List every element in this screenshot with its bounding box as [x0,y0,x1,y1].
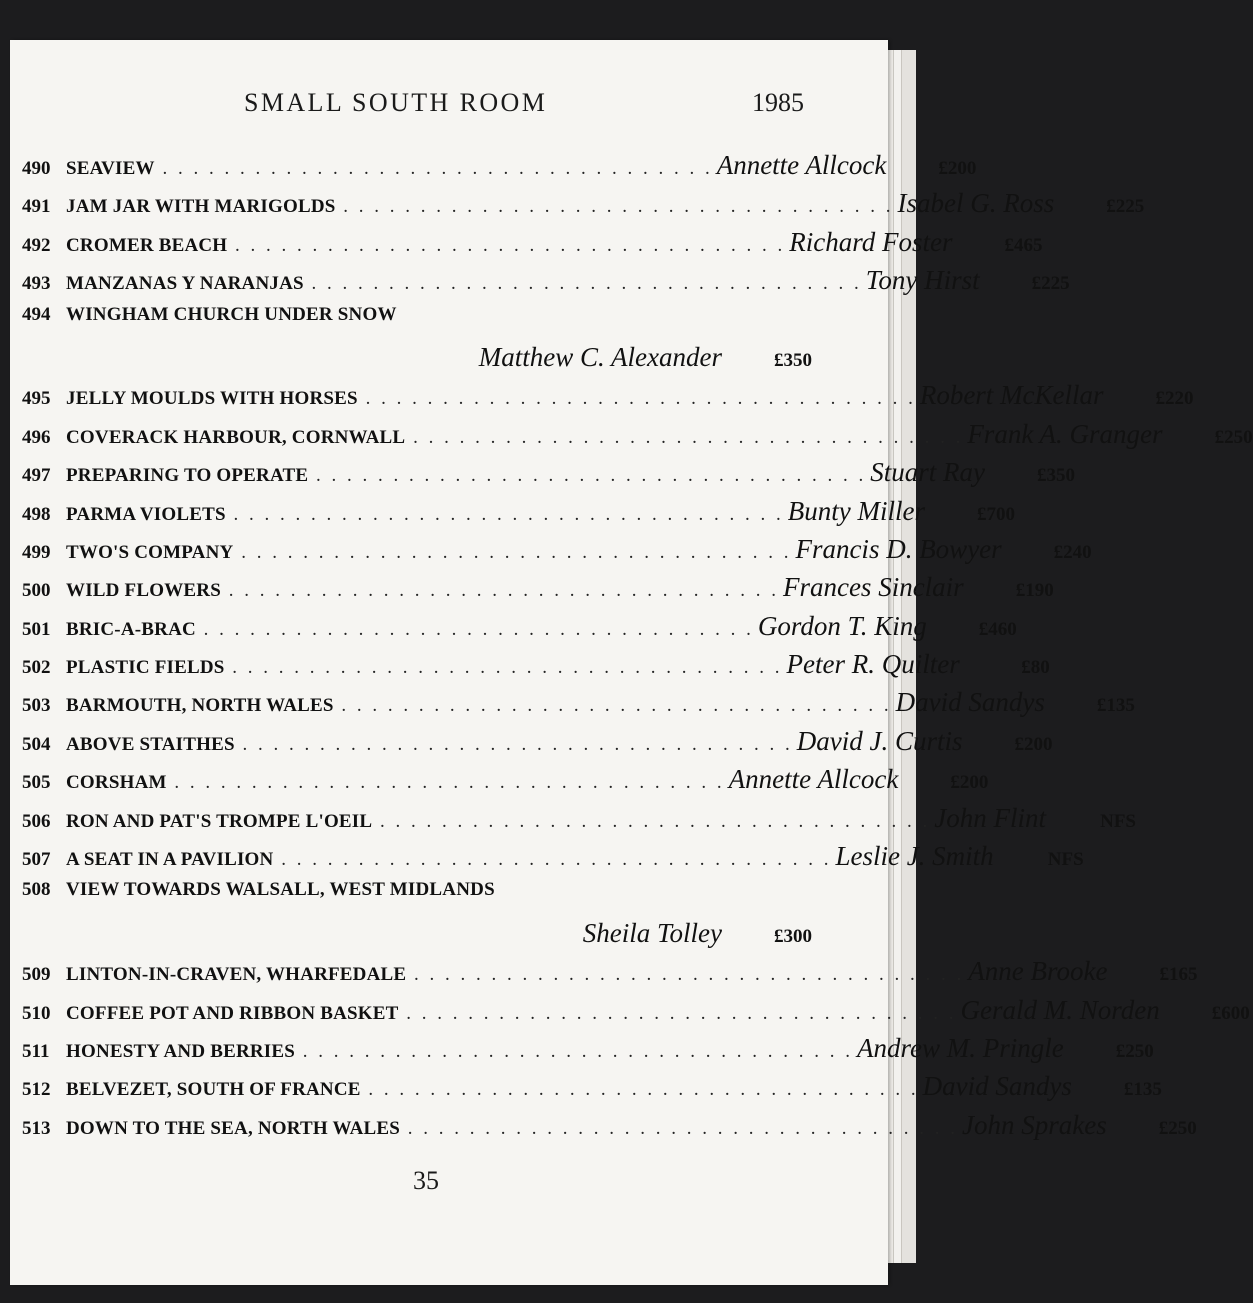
entry-number: 497 [22,465,51,487]
entry-number: 491 [22,196,51,218]
leader-dots: . . . . . . . . . . . . . . . . . . . . . . . . . . . . . . . . . . . . [154,158,713,179]
entry-number: 507 [22,849,51,871]
entry-artist: David Sandys [922,1071,1072,1102]
entry-artist: Robert McKellar [919,380,1104,411]
entry-title-text: VIEW TOWARDS WALSALL, WEST MIDLANDS [66,879,495,901]
catalogue-entry [22,802,1137,841]
entry-artist: Stuart Ray [870,457,985,488]
entry-number: 498 [22,503,51,525]
entry-title [66,734,793,756]
entry-price: £600 [1211,1002,1250,1024]
entry-price: £225 [1106,196,1145,218]
entry-artist: Frances Sinclair [782,572,964,603]
leader-dots: . . . . . . . . . . . . . . . . . . . . . . . . . . . . . . . . . . . . [166,772,725,794]
entry-number: 503 [22,695,51,717]
catalogue-entry [22,265,1070,303]
entry-number: 502 [22,657,51,679]
entry-price: £700 [976,503,1015,525]
entry-list [22,150,1253,1148]
entry-title-text: TWO'S COMPANY [66,541,234,563]
entry-price: £135 [1123,1079,1162,1101]
entry-title [66,580,779,602]
catalogue-entry [22,1033,1154,1071]
leader-dots: . . . . . . . . . . . . . . . . . . . . . . . . . . . . . . . . . . . . [400,1117,959,1139]
entry-title-text: MANZANAS Y NARANJAS [66,273,304,295]
leader-dots: . . . . . . . . . . . . . . . . . . . . . . . . . . . . . . . . . . . . [308,465,867,487]
entry-artist: Isabel G. Ross [897,188,1055,219]
entry-number: 504 [22,733,51,755]
catalogue-entry [22,533,1092,572]
entry-artist: Annette Allcock [716,150,887,180]
entry-price: £240 [1053,541,1092,563]
entry-number: 508 [22,879,51,901]
catalogue-entry [22,304,812,381]
entry-number: 492 [22,234,51,256]
page-number: 35 [413,1166,439,1195]
catalogue-entry [22,764,989,802]
leader-dots: . . . . . . . . . . . . . . . . . . . . . . . . . . . . . . . . . . . . [303,273,862,295]
entry-number: 501 [22,618,51,640]
catalogue-entry [22,1109,1197,1148]
entry-title [66,1118,958,1140]
leader-dots: . . . . . . . . . . . . . . . . . . . . . . . . . . . . . . . . . . . . [233,541,792,563]
page-header [10,88,888,118]
catalogue-entry [22,572,1054,610]
entry-title [66,1003,957,1025]
entry-title-text: PREPARING TO OPERATE [66,465,309,487]
entry-title [66,657,783,679]
entry-price: £220 [1155,388,1194,410]
leader-dots: . . . . . . . . . . . . . . . . . . . . . . . . . . . . . . . . . . . . [234,733,793,755]
entry-title [66,811,930,833]
entry-title [66,196,894,218]
entry-title-text: CORSHAM [66,772,167,794]
entry-title-text: PARMA VIOLETS [66,503,226,525]
entry-price: £80 [1021,657,1050,679]
entry-artist: Matthew C. Alexander [478,341,722,372]
entry-number: 509 [22,964,51,986]
entry-artist: David J. Curtis [796,725,963,756]
entry-artist: John Sprakes [962,1109,1107,1140]
catalogue-page [10,40,1253,1285]
entry-artist: Anne Brooke [968,956,1108,987]
leader-dots: . . . . . . . . . . . . . . . . . . . . . . . . . . . . . . . . . . . . [273,849,832,871]
leader-dots: . . . . . . . . . . . . . . . . . . . . . . . . . . . . . . . . . . . . [405,426,964,448]
entry-title-text: BARMOUTH, NORTH WALES [66,695,334,717]
entry-title-text: SEAVIEW [66,158,155,179]
catalogue-entry [22,226,1043,265]
entry-price: £165 [1159,964,1198,986]
catalogue-entry [22,457,1075,495]
catalogue-year: 1985 [752,88,804,117]
entry-title [66,388,916,410]
entry-artist: Bunty Miller [787,495,925,526]
entry-artist: Sheila Tolley [582,917,722,948]
catalogue-entry [22,418,1253,457]
entry-number: 506 [22,810,51,832]
entry-title-text: BRIC-A-BRAC [66,618,196,640]
entry-artist: David Sandys [895,687,1045,718]
leader-dots: . . . . . . . . . . . . . . . . . . . . . . . . . . . . . . . . . . . . [357,388,916,410]
entry-price: £460 [978,618,1017,640]
entry-number: 496 [22,426,51,448]
entry-number: 495 [22,388,51,410]
leader-dots: . . . . . . . . . . . . . . . . . . . . . . . . . . . . . . . . . . . . [225,503,784,525]
entry-title [66,235,785,257]
entry-artist: Gordon T. King [757,610,927,641]
entry-price: £200 [938,158,977,179]
entry-title-text: ABOVE STAITHES [66,733,235,755]
entry-artist: John Flint [934,802,1047,833]
entry-title [66,1079,919,1101]
leader-dots: . . . . . . . . . . . . . . . . . . . . . . . . . . . . . . . . . . . . [398,1002,957,1024]
entry-number: 511 [22,1041,50,1063]
entry-price: £300 [774,925,812,947]
entry-number: 499 [22,541,51,563]
leader-dots: . . . . . . . . . . . . . . . . . . . . . . . . . . . . . . . . . . . . [227,234,786,256]
entry-price: £350 [1036,465,1075,487]
entry-artist: Andrew M. Pringle [857,1033,1064,1064]
entry-title [66,542,791,564]
entry-number: 490 [22,158,51,179]
page-footer [10,1166,888,1196]
entry-price: £135 [1096,695,1135,717]
entry-title-text: PLASTIC FIELDS [66,657,225,679]
leader-dots: . . . . . . . . . . . . . . . . . . . . . . . . . . . . . . . . . . . . [372,810,931,832]
entry-title-text: CROMER BEACH [66,234,228,256]
catalogue-entry [22,610,1017,649]
room-title: SMALL SOUTH ROOM [244,88,548,117]
entry-title [66,1041,853,1063]
entry-number: 494 [22,303,51,325]
catalogue-entry [22,994,1250,1033]
entry-number: 493 [22,273,51,295]
catalogue-entry [22,687,1135,725]
entry-title [66,304,812,326]
entry-title [66,849,831,871]
catalogue-entry [22,649,1050,687]
entry-price: NFS [1047,849,1084,871]
entry-title-text: COVERACK HARBOUR, CORNWALL [66,426,406,448]
entry-title-text: BELVEZET, SOUTH OF FRANCE [66,1079,361,1101]
leader-dots: . . . . . . . . . . . . . . . . . . . . . . . . . . . . . . . . . . . . [224,657,783,679]
leader-dots: . . . . . . . . . . . . . . . . . . . . . . . . . . . . . . . . . . . . [333,695,892,717]
entry-artist: Leslie J. Smith [835,841,994,872]
entry-title [66,964,964,986]
entry-price: £350 [774,349,812,371]
entry-title-text: RON AND PAT'S TROMPE L'OEIL [66,810,373,832]
entry-title-text: WILD FLOWERS [66,580,221,602]
entry-title-text: HONESTY AND BERRIES [66,1041,296,1063]
leader-dots: . . . . . . . . . . . . . . . . . . . . . . . . . . . . . . . . . . . . [220,580,779,602]
catalogue-entry [22,841,1084,879]
catalogue-entry [22,956,1198,994]
entry-title [66,619,754,641]
entry-price: £465 [1004,234,1043,256]
catalogue-entry [22,1071,1162,1109]
entry-title-text: DOWN TO THE SEA, NORTH WALES [66,1117,401,1139]
catalogue-entry [22,495,1015,534]
entry-artist: Annette Allcock [728,764,899,795]
entry-artist: Frank A. Granger [967,418,1163,449]
entry-title [66,465,866,487]
entry-artist: Gerald M. Norden [960,994,1160,1025]
leader-dots: . . . . . . . . . . . . . . . . . . . . . . . . . . . . . . . . . . . . [195,618,754,640]
entry-price: £190 [1015,580,1054,602]
entry-title-text: JELLY MOULDS WITH HORSES [66,388,358,410]
entry-title-text: JAM JAR WITH MARIGOLDS [66,196,336,218]
entry-title-text: A SEAT IN A PAVILION [66,849,274,871]
entry-price: £225 [1031,273,1070,295]
entry-title [66,427,963,449]
entry-artist: Richard Foster [789,226,953,257]
entry-number: 512 [22,1079,51,1101]
entry-number: 510 [22,1002,51,1024]
entry-price: £200 [1014,733,1053,755]
entry-artist: Francis D. Bowyer [795,533,1002,564]
entry-title [66,879,812,901]
entry-price: NFS [1100,810,1137,832]
entry-price: £200 [950,772,989,794]
entry-number: 505 [22,772,51,794]
leader-dots: . . . . . . . . . . . . . . . . . . . . . . . . . . . . . . . . . . . . [360,1079,919,1101]
catalogue-entry [22,380,1194,418]
entry-title [66,273,862,295]
catalogue-entry [22,725,1053,764]
catalogue-entry [22,188,1145,226]
entry-title [66,695,892,717]
entry-number: 513 [22,1117,51,1139]
entry-title [66,158,713,180]
entry-price: £250 [1158,1117,1197,1139]
entry-title [66,504,784,526]
catalogue-entry [22,879,812,956]
entry-artist: Peter R. Quilter [786,649,960,680]
leader-dots: . . . . . . . . . . . . . . . . . . . . . . . . . . . . . . . . . . . . [335,196,894,218]
catalogue-entry [22,150,977,188]
entry-title-text: WINGHAM CHURCH UNDER SNOW [66,303,397,325]
entry-price: £250 [1115,1041,1154,1063]
entry-number: 500 [22,580,51,602]
entry-title-text: LINTON-IN-CRAVEN, WHARFEDALE [66,964,407,986]
entry-price: £250 [1214,426,1253,448]
leader-dots: . . . . . . . . . . . . . . . . . . . . . . . . . . . . . . . . . . . . [295,1041,854,1063]
entry-title-text: COFFEE POT AND RIBBON BASKET [66,1002,399,1024]
leader-dots: . . . . . . . . . . . . . . . . . . . . . . . . . . . . . . . . . . . . [406,964,965,986]
entry-title [66,772,725,794]
entry-artist: Tony Hirst [865,265,980,296]
